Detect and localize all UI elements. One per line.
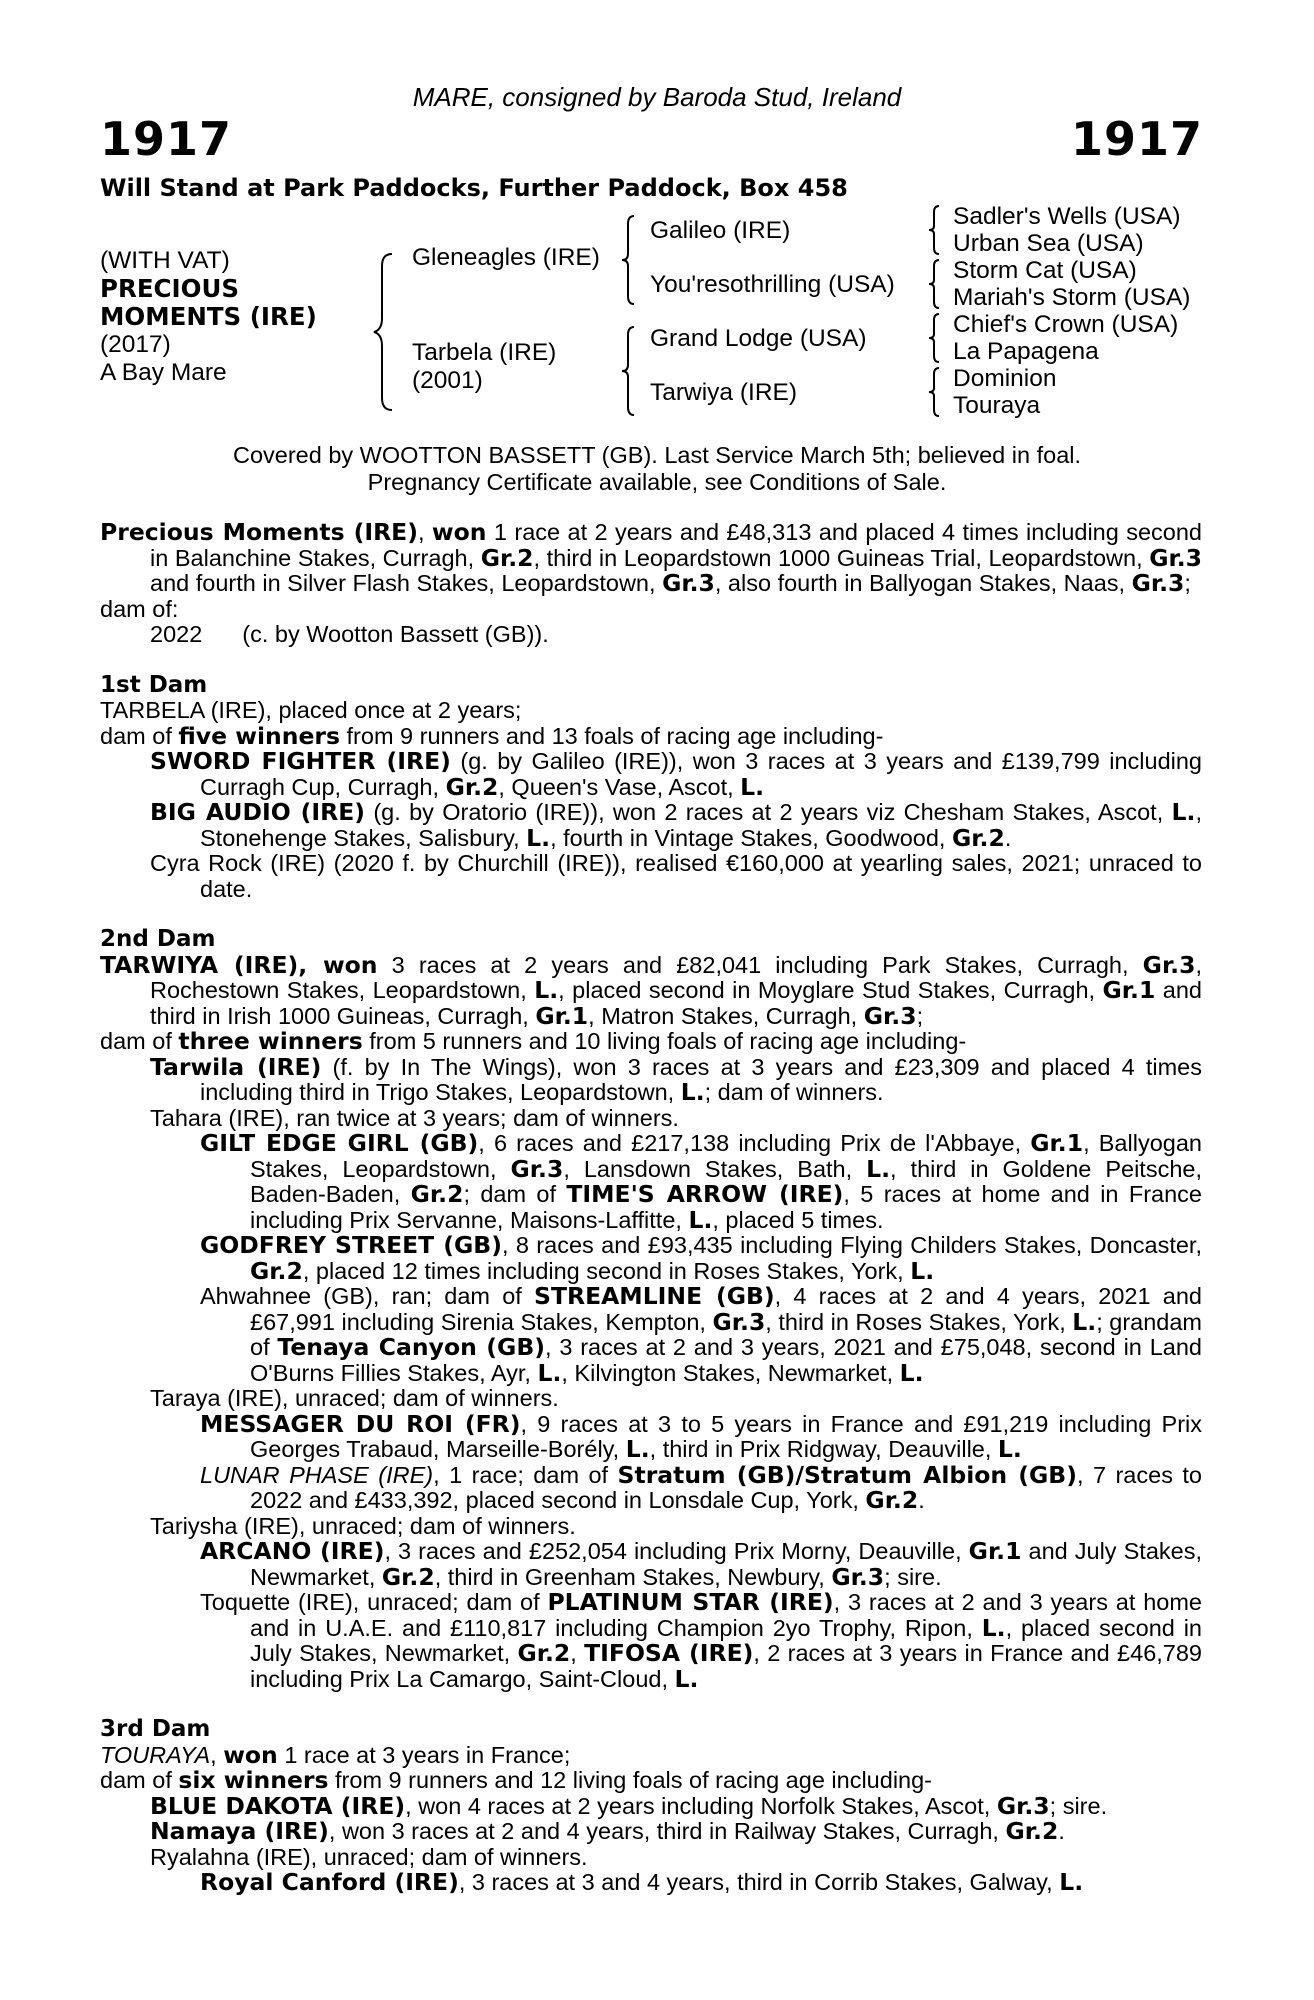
pedigree-g3: Storm Cat (USA) xyxy=(953,257,1137,284)
text-frag: , placed 5 times. xyxy=(712,1206,884,1233)
text-frag: , Rochestown Stakes, Leopardstown, xyxy=(150,951,1202,1003)
grade-label: L. xyxy=(537,1358,562,1387)
text-frag: , Ballyogan Stakes, Leopardstown, xyxy=(250,1130,1202,1182)
grade-label: L. xyxy=(674,1664,699,1693)
pedigree-g8: Touraya xyxy=(953,392,1041,419)
text-frag: ; dam of xyxy=(463,1181,567,1207)
horse-name: Royal Canford (IRE) xyxy=(200,1868,459,1896)
produce-tahara: Tahara (IRE), ran twice at 3 years; dam of winners. xyxy=(150,1104,679,1131)
produce-lunar-phase xyxy=(100,1460,1202,1514)
text-frag: ; grandam of xyxy=(250,1308,1202,1360)
produce-royal-canford xyxy=(100,1870,1202,1896)
covered-line1: Covered by WOOTTON BASSETT (GB). Last Service March 5th; believed in foal. xyxy=(232,442,1082,468)
grade-label: L. xyxy=(680,1078,705,1106)
text-frag: (f. by In The Wings), won 3 races at 3 years and £23,309 and placed 4 times including third in Trigo Stakes, Leopardstown, xyxy=(200,1053,1202,1105)
produce-messager-du-roi xyxy=(100,1409,1202,1463)
text-frag: ; xyxy=(1184,570,1191,596)
horse-name: Tarwila (IRE) xyxy=(150,1052,322,1081)
grade-label: Gr.3 xyxy=(510,1154,564,1183)
grade-label: Gr.3 xyxy=(831,1562,885,1591)
first-dam-line: TARBELA (IRE), placed once at 2 years; xyxy=(100,697,522,723)
horse-name: GODFREY STREET (GB) xyxy=(200,1231,502,1259)
grade-label: Gr.2 xyxy=(381,1562,435,1591)
grade-label: L. xyxy=(997,1435,1022,1463)
text-frag: , third in Roses Stakes, York, xyxy=(765,1308,1073,1335)
third-dam-record xyxy=(100,1740,1202,1769)
covered-note xyxy=(0,442,1314,496)
horse-name: STREAMLINE (GB) xyxy=(534,1282,775,1310)
grade-label: Gr.2 xyxy=(1005,1817,1059,1845)
grade-label: L. xyxy=(1171,798,1196,826)
dam-of-label: dam of: xyxy=(100,595,179,622)
text-frag: ; sire. xyxy=(884,1563,942,1590)
consigned-line: MARE, consigned by Baroda Stud, Ireland xyxy=(412,82,902,112)
pedigree-g6: La Papagena xyxy=(953,338,1099,365)
text-frag: , Stonehenge Stakes, Salisbury, xyxy=(200,799,1202,851)
grade-label: L. xyxy=(981,1613,1006,1642)
text-frag: , 7 races to 2022 and £433,392, placed second in Lonsdale Cup, York, xyxy=(250,1461,1202,1513)
text-frag: . xyxy=(1004,824,1012,851)
produce-blue-dakota xyxy=(100,1791,1202,1820)
winners-count: five winners xyxy=(178,721,340,750)
text-frag: , 3 races at 3 and 4 years, third in Corrib Stakes, Galway, xyxy=(458,1869,1060,1895)
text-frag: , placed 12 times including second in Roses Stakes, York, xyxy=(302,1257,911,1284)
produce-godfrey-street xyxy=(100,1233,1202,1284)
grade-label: Gr.3 xyxy=(996,1791,1050,1820)
grade-label: Gr.3 xyxy=(863,1001,917,1030)
grade-label: L. xyxy=(526,823,551,852)
text-frag: , third in Goldene Peitsche, Baden-Baden, xyxy=(250,1155,1203,1207)
produce-taraya: Taraya (IRE), unraced; dam of winners. xyxy=(150,1385,559,1411)
pedigree-g5: Chief's Crown (USA) xyxy=(953,311,1179,338)
text-frag: . xyxy=(918,1487,925,1513)
pedigree-brace-g1 xyxy=(927,204,941,256)
text-frag: from 9 runners and 12 living foals of racing age including- xyxy=(328,1767,933,1793)
horse-record xyxy=(100,520,1202,597)
grade-label: Gr.2 xyxy=(517,1639,571,1667)
pedigree-dam-year: (2001) xyxy=(412,367,483,394)
horse-name: TIME'S ARROW (IRE) xyxy=(566,1180,844,1208)
text-frag: , won 4 races at 2 years including Norfolk Stakes, Ascot, xyxy=(405,1792,997,1819)
text-frag: , Lansdown Stakes, Bath, xyxy=(563,1155,867,1182)
grade-label: L. xyxy=(688,1205,713,1234)
horse-name: PLATINUM STAR (IRE) xyxy=(547,1588,834,1616)
horse-name: Tenaya Canyon (GB) xyxy=(277,1333,545,1361)
produce-big-audio xyxy=(100,800,1202,851)
horse-name: Stratum (GB)/Stratum Albion (GB) xyxy=(617,1460,1077,1489)
text-frag: dam of xyxy=(100,1767,179,1793)
grade-label: L. xyxy=(899,1358,924,1387)
grade-label: Gr.1 xyxy=(535,1001,589,1030)
text-frag: Ahwahnee (GB), ran; dam of xyxy=(200,1283,535,1309)
produce-sword-fighter xyxy=(100,749,1202,800)
second-dam-record xyxy=(100,950,1202,1030)
horse-name: TARWIYA (IRE) xyxy=(100,950,299,979)
text-frag: , xyxy=(298,950,323,979)
text-frag: Toquette (IRE), unraced; dam of xyxy=(200,1589,548,1615)
horse-name: GILT EDGE GIRL (GB) xyxy=(200,1129,479,1157)
grade-label: Gr.2 xyxy=(410,1180,464,1208)
grade-label: Gr.2 xyxy=(865,1486,919,1514)
grade-label: L. xyxy=(866,1154,891,1183)
pedigree-g4: Mariah's Storm (USA) xyxy=(953,284,1191,311)
pedigree-brace-sire xyxy=(620,214,636,306)
grade-label: L. xyxy=(625,1435,650,1463)
horse-record-name: Precious Moments (IRE) xyxy=(100,518,418,546)
winners-count: three winners xyxy=(178,1027,363,1055)
text-frag: (g. by Galileo (IRE)), won 3 races at 3 years and £139,799 including Curragh Cup, Curragh, xyxy=(200,748,1203,800)
text-frag: ; sire. xyxy=(1049,1792,1108,1819)
pedigree-brace-g4 xyxy=(927,366,941,418)
pedigree-g2: Urban Sea (USA) xyxy=(953,230,1144,257)
horse-name: Namaya (IRE) xyxy=(150,1817,329,1845)
text-frag: 3 races at 2 years and £82,041 including Park Stakes, Curragh, xyxy=(377,951,1143,978)
text-frag: , 6 races and £217,138 including Prix de l'Abbaye, xyxy=(478,1130,1031,1156)
text-frag: , 3 races and £252,054 including Prix Morny, Deauville, xyxy=(384,1538,969,1564)
covered-line2: Pregnancy Certificate available, see Conditions of Sale. xyxy=(367,469,947,495)
produce-ahwahnee xyxy=(100,1284,1202,1386)
text-frag: , third in Greenham Stakes, Newbury, xyxy=(434,1563,832,1590)
text-frag: , placed second in Moyglare Stud Stakes, Curragh, xyxy=(558,977,1103,1003)
text-frag: . xyxy=(1058,1818,1065,1844)
text-frag: ; dam of winners. xyxy=(704,1079,884,1105)
pedigree-sire-dam: You'resothrilling (USA) xyxy=(650,271,895,298)
text-frag: , fourth in Vintage Stakes, Goodwood, xyxy=(550,824,952,851)
horse-name: TOURAYA xyxy=(100,1741,211,1768)
grade-label: Gr.1 xyxy=(1030,1129,1084,1157)
horse-name-line1: PRECIOUS xyxy=(100,274,240,303)
pedigree-sire: Gleneagles (IRE) xyxy=(412,244,600,271)
grade-label: Gr.3 xyxy=(1131,569,1185,597)
horse-name: BLUE DAKOTA (IRE) xyxy=(150,1791,406,1820)
produce-gilt-edge-girl xyxy=(100,1131,1202,1233)
text-frag: from 5 runners and 10 living foals of racing age including- xyxy=(362,1028,967,1054)
horse-name: LUNAR PHASE (IRE) xyxy=(200,1461,434,1488)
text-frag: 1 race at 2 years and £48,313 and placed 4 times including second in Balanchine Stakes, Curragh, xyxy=(150,519,1202,571)
text-frag: dam of xyxy=(100,722,179,749)
grade-label: L. xyxy=(1059,1868,1084,1896)
second-dam-produce xyxy=(100,1029,1202,1055)
text-frag: , third in Prix Ridgway, Deauville, xyxy=(649,1436,998,1462)
text-frag: , won 3 races at 2 and 4 years, third in Railway Stakes, Curragh, xyxy=(328,1818,1006,1844)
lot-number-left: 1917 xyxy=(100,112,233,166)
horse-name: BIG AUDIO (IRE) xyxy=(150,798,366,826)
won-label: won xyxy=(322,950,378,979)
pedigree-brace-g2 xyxy=(927,258,941,310)
pedigree-g7: Dominion xyxy=(953,365,1057,392)
vat-label: (WITH VAT) xyxy=(100,247,230,274)
grade-label: L. xyxy=(1072,1307,1097,1336)
lot-number-right: 1917 xyxy=(1070,112,1203,166)
text-frag: , Kilvington Stakes, Newmarket, xyxy=(561,1359,900,1386)
text-frag: , xyxy=(570,1640,585,1666)
grade-label: Gr.3 xyxy=(662,569,715,597)
won-label: won xyxy=(431,518,487,546)
produce-cyra-rock: Cyra Rock (IRE) (2020 f. by Churchill (IRE)), realised €160,000 at yearling sales, 2021; unraced to date. xyxy=(150,850,1202,902)
grade-label: Gr.3 xyxy=(1149,543,1202,572)
text-frag: and July Stakes, Newmarket, xyxy=(250,1538,1202,1590)
third-dam-produce xyxy=(100,1768,1202,1794)
third-dam-heading: 3rd Dam xyxy=(100,1716,211,1742)
text-frag: ; xyxy=(916,1002,924,1029)
text-frag: , xyxy=(417,519,432,545)
text-frag: 1 race at 3 years in France; xyxy=(277,1741,571,1768)
stand-location: Will Stand at Park Paddocks, Further Paddock, Box 458 xyxy=(100,174,848,202)
first-dam-produce xyxy=(100,721,1202,750)
horse-name: ARCANO (IRE) xyxy=(200,1537,385,1565)
text-frag: (g. by Oratorio (IRE)), won 2 races at 2 years viz Chesham Stakes, Ascot, xyxy=(365,799,1172,825)
grade-label: Gr.1 xyxy=(968,1537,1022,1565)
produce-arcano xyxy=(100,1539,1202,1590)
text-frag: , Queen's Vase, Ascot, xyxy=(498,773,741,800)
text-frag: , 9 races at 3 to 5 years in France and £91,219 including Prix Georges Trabaud, Marseille-Borély, xyxy=(250,1410,1202,1462)
produce-tariysha: Tariysha (IRE), unraced; dam of winners. xyxy=(150,1512,576,1539)
text-frag: , 4 races at 2 and 4 years, 2021 and £67,991 including Sirenia Stakes, Kempton, xyxy=(250,1283,1202,1335)
text-frag: , third in Leopardstown 1000 Guineas Trial, Leopardstown, xyxy=(533,544,1150,571)
catalogue-body xyxy=(100,520,1202,1896)
text-frag: , 5 races at home and in France including Prix Servanne, Maisons-Laffitte, xyxy=(250,1181,1203,1233)
text-frag: , 3 races at 2 and 3 years at home and in U.A.E. and £110,817 including Champion 2yo Trophy, Ripon, xyxy=(250,1589,1202,1641)
text-frag: dam of xyxy=(100,1028,179,1054)
won-label: won xyxy=(223,1740,278,1769)
horse-name: TIFOSA (IRE) xyxy=(584,1639,754,1667)
text-frag: , placed second in July Stakes, Newmarket, xyxy=(250,1614,1203,1666)
winners-count: six winners xyxy=(178,1766,329,1794)
pedigree-sire-sire: Galileo (IRE) xyxy=(650,217,791,244)
foal-description: (c. by Wootton Bassett (GB)). xyxy=(242,621,549,647)
grade-label: Gr.2 xyxy=(952,823,1005,852)
text-frag: , 2 races at 3 years in France and £46,789 including Prix La Camargo, Saint-Cloud, xyxy=(250,1640,1202,1692)
produce-tarwila xyxy=(100,1052,1202,1106)
produce-record xyxy=(150,622,1202,648)
horse-year: (2017) xyxy=(100,331,171,358)
grade-label: Gr.1 xyxy=(1102,976,1156,1004)
text-frag: , also fourth in Ballyogan Stakes, Naas, xyxy=(714,570,1132,596)
text-frag: , 8 races and £93,435 including Flying Childers Stakes, Doncaster, xyxy=(501,1232,1202,1258)
horse-description: A Bay Mare xyxy=(100,359,227,386)
horse-name: SWORD FIGHTER (IRE) xyxy=(150,747,451,775)
produce-toquette xyxy=(100,1590,1202,1692)
text-frag: , Matron Stakes, Curragh, xyxy=(588,1002,864,1029)
second-dam-heading: 2nd Dam xyxy=(100,926,216,952)
grade-label: L. xyxy=(740,772,765,801)
text-frag: and fourth in Silver Flash Stakes, Leopardstown, xyxy=(150,570,663,596)
text-frag: , 1 race; dam of xyxy=(433,1461,618,1488)
pedigree-dam-sire: Grand Lodge (USA) xyxy=(650,325,867,352)
pedigree-dam: Tarbela (IRE) xyxy=(412,339,557,366)
text-frag: and third in Irish 1000 Guineas, Curragh, xyxy=(150,977,1202,1029)
pedigree-brace-main xyxy=(372,252,394,412)
grade-label: Gr.2 xyxy=(250,1256,303,1285)
text-frag: , xyxy=(210,1741,224,1768)
grade-label: Gr.2 xyxy=(480,543,534,572)
horse-name: MESSAGER DU ROI (FR) xyxy=(200,1409,521,1438)
grade-label: Gr.2 xyxy=(445,772,499,801)
grade-label: Gr.3 xyxy=(1142,950,1196,979)
text-frag: , 3 races at 2 and 3 years, 2021 and £75,048, second in Land O'Burns Fillies Stakes, Ayr, xyxy=(250,1334,1202,1386)
produce-ryalahna: Ryalahna (IRE), unraced; dam of winners. xyxy=(150,1843,588,1870)
horse-info xyxy=(100,247,317,387)
foal-year: 2022 xyxy=(150,621,203,647)
pedigree-g1: Sadler's Wells (USA) xyxy=(953,203,1181,230)
text-frag: from 9 runners and 13 foals of racing age including- xyxy=(339,722,884,749)
grade-label: L. xyxy=(910,1256,935,1285)
produce-namaya xyxy=(100,1819,1202,1845)
grade-label: L. xyxy=(534,976,559,1004)
first-dam-heading: 1st Dam xyxy=(100,671,208,698)
pedigree-dam-dam: Tarwiya (IRE) xyxy=(650,379,798,406)
pedigree-brace-dam xyxy=(620,325,636,417)
pedigree-brace-g3 xyxy=(927,312,941,364)
horse-name-line2: MOMENTS (IRE) xyxy=(100,302,317,331)
grade-label: Gr.3 xyxy=(712,1307,766,1336)
